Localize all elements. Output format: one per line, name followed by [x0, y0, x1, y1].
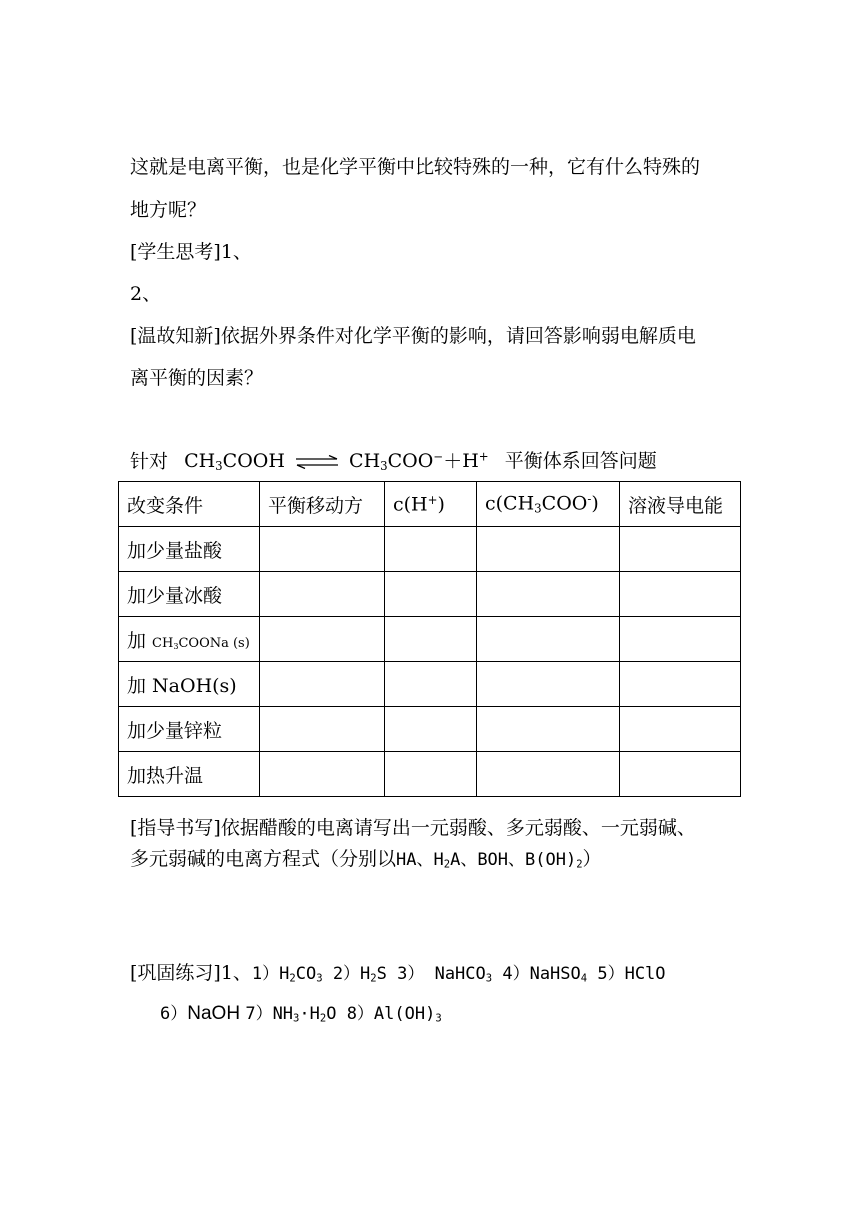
practice-label: [巩固练习]1、 [130, 962, 252, 984]
table-row [119, 752, 741, 797]
reactant: $CH_3COOH$ [184, 450, 285, 474]
table-cell[interactable] [620, 662, 741, 707]
product-acetate: $CH_3COO^-$ [349, 450, 444, 474]
table-cell[interactable] [385, 662, 477, 707]
table-header-row [119, 482, 741, 527]
table-cell[interactable] [385, 527, 477, 572]
table-cell[interactable] [477, 617, 620, 662]
header-c-acetate: $c(CH_3COO^-)$ [477, 482, 620, 527]
review-line-2: 离平衡的因素？ [130, 367, 264, 389]
plus-sign: ＋ [443, 450, 463, 473]
table-cell[interactable] [260, 707, 385, 752]
reaction-line [130, 452, 657, 473]
table-cell-condition: 加热升温 [119, 752, 260, 797]
table-cell[interactable] [260, 662, 385, 707]
table-cell-condition: 加 NaOH(s) [119, 662, 260, 707]
table-row [119, 572, 741, 617]
table-cell[interactable] [477, 707, 620, 752]
table-cell[interactable] [620, 572, 741, 617]
table-cell[interactable] [620, 707, 741, 752]
table-cell-condition: 加少量锌粒 [119, 707, 260, 752]
practice-line-2 [160, 1004, 442, 1024]
table-cell[interactable] [477, 752, 620, 797]
table-cell[interactable] [385, 572, 477, 617]
guide-formulas: HA、$H_2A$、BOH、$B(OH)_2$ [396, 850, 583, 871]
reaction-suffix: 平衡体系回答问题 [504, 450, 657, 473]
header-shift-direction: 平衡移动方 [260, 482, 385, 527]
review-line-1: [温故知新]依据外界条件对化学平衡的影响，请回答影响弱电解质电 [130, 325, 696, 347]
guide-line-2-suffix: ） [582, 848, 602, 870]
table-cell[interactable] [620, 752, 741, 797]
practice-naoh: NaOH [187, 1003, 246, 1024]
table-row [119, 527, 741, 572]
table-cell[interactable] [385, 752, 477, 797]
table-cell-condition: 加少量冰酸 [119, 572, 260, 617]
reaction-prefix: 针对 [130, 450, 169, 473]
paragraph-line-2: 地方呢？ [130, 199, 207, 221]
practice-item-6: 6） [160, 1004, 188, 1024]
practice-items-2: $7)NH_3\cdot H_2O$ $8)Al(OH)_3$ [245, 1004, 442, 1025]
table-cell[interactable] [260, 617, 385, 662]
equilibrium-table [118, 481, 741, 797]
guide-line-2-prefix: 多元弱碱的电离方程式（分别以 [130, 848, 397, 870]
practice-items-1: $1)H_2CO_3$ $2)H_2S$ 3） NaHCO$_3$ 4）NaHSO$_4$ 5）HClO [251, 964, 666, 985]
table-row [119, 617, 741, 662]
table-cell[interactable] [620, 617, 741, 662]
guide-line-1: [指导书写]依据醋酸的电离请写出一元弱酸、多元弱酸、一元弱碱、 [130, 817, 696, 839]
table-cell-condition: 加少量盐酸 [119, 527, 260, 572]
header-conductivity: 溶液导电能 [620, 482, 741, 527]
table-cell[interactable] [260, 752, 385, 797]
table-row [119, 662, 741, 707]
student-think-2: 2、 [130, 283, 162, 305]
table-cell[interactable] [477, 527, 620, 572]
table-cell[interactable] [260, 527, 385, 572]
student-think-1: [学生思考]1、 [130, 241, 252, 263]
table-cell[interactable] [477, 572, 620, 617]
product-hydrogen: H+ [462, 450, 489, 473]
table-cell[interactable] [620, 527, 741, 572]
paragraph-line-1: 这就是电离平衡，也是化学平衡中比较特殊的一种，它有什么特殊的 [130, 156, 701, 178]
table-cell[interactable] [477, 662, 620, 707]
header-condition: 改变条件 [119, 482, 260, 527]
table-cell[interactable] [260, 572, 385, 617]
table-cell[interactable] [385, 707, 477, 752]
table-row [119, 707, 741, 752]
practice-line-1 [130, 964, 666, 984]
guide-line-2 [130, 850, 602, 870]
table-cell[interactable] [385, 617, 477, 662]
table-cell-condition: 加 $CH_3COONa$ (s) [119, 617, 260, 662]
equilibrium-arrow-icon [295, 455, 339, 469]
header-c-h: c(H+) [385, 482, 477, 527]
